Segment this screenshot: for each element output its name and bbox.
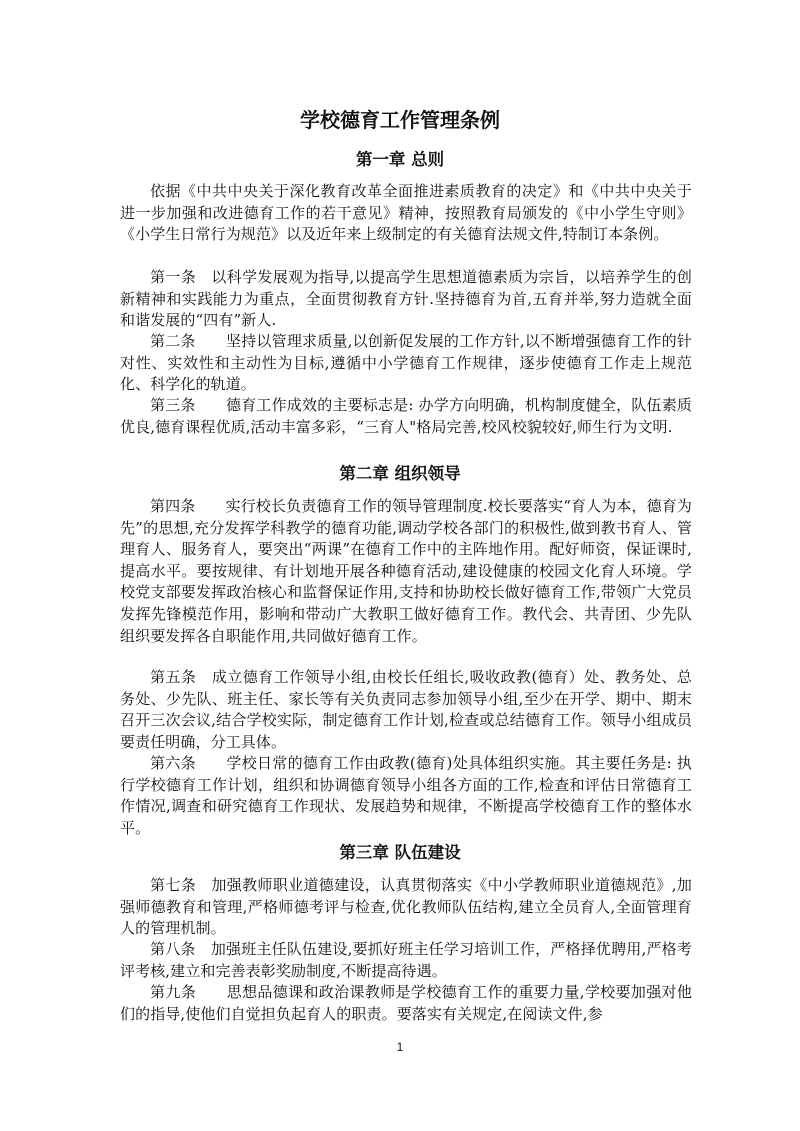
article-5: 第五条 成立德育工作领导小组,由校长任组长,吸收政教(德育）处、教务处、总务处、少先队、班主任、家长等有关负责同志参加领导小组,至少在开学、期中、期末召开三次会议,结合学校实际，制定德育工作计划,检查或总结德育工作。领导小组成员要责任明确，分工具体。 bbox=[120, 668, 692, 751]
article-9: 第九条 思想品德课和政治课教师是学校德育工作的重要力量,学校要加强对他们的指导,使他们自觉担负起育人的职责。要落实有关规定,在阅读文件,参 bbox=[120, 983, 692, 1023]
chapter-heading-1: 第一章 总则 bbox=[355, 150, 445, 169]
chapter-heading-3: 第三章 队伍建设 bbox=[339, 843, 461, 862]
article-1: 第一条 以科学发展观为指导,以提高学生思想道德素质为宗旨，以培养学生的创新精神和实践能力为重点，全面贯彻教育方针.坚持德育为首,五育并举,努力造就全面和谐发展的“四有”新人. bbox=[120, 268, 692, 330]
article-2: 第二条 坚持以管理求质量,以创新促发展的工作方针,以不断增强德育工作的针对性、实效性和主动性为目标,遵循中小学德育工作规律，逐步使德育工作走上规范化、科学化的轨道。 bbox=[120, 332, 692, 394]
document-title: 学校德育工作管理条例 bbox=[300, 108, 500, 132]
article-3: 第三条 德育工作成效的主要标志是: 办学方向明确，机构制度健全，队伍素质优良,德育课程优质,活动丰富多彩，“三育人"格局完善,校风校貌较好,师生行为文明. bbox=[120, 396, 692, 436]
chapter1-preamble: 依据《中共中央关于深化教育改革全面推进素质教育的决定》和《中共中央关于进一步加强和改进德育工作的若干意见》精神，按照教育局颁发的《中小学生守则》《小学生日常行为规范》以及近年来上级制定的有关德育法规文件,特制订本条例。 bbox=[120, 182, 692, 244]
article-6: 第六条 学校日常的德育工作由政教(德育)处具体组织实施。其主要任务是: 执行学校德育工作计划，组织和协调德育领导小组各方面的工作,检查和评估日常德育工作情况,调查和研究德育工作现状、发展趋势和规律，不断提高学校德育工作的整体水平。 bbox=[120, 754, 692, 837]
article-8: 第八条 加强班主任队伍建设,要抓好班主任学习培训工作，严格择优聘用,严格考评考核,建立和完善表彰奖励制度,不断提高待遇。 bbox=[120, 940, 692, 980]
article-4: 第四条 实行校长负责德育工作的领导管理制度.校长要落实“育人为本，德育为先”的思想,充分发挥学科教学的德育功能,调动学校各部门的积极性,做到教书育人、管理育人、服务育人，要突出“两课”在德育工作中的主阵地作用。配好师资，保证课时,提高水平。要按规律、有计划地开展各种德育活动,建设健康的校园文化育人环境。学校党支部要发挥政治核心和监督保证作用,支持和协助校长做好德育工作,带领广大党员发挥先锋模范作用，影响和带动广大教职工做好德育工作。教代会、共青团、少先队组织要发挥各自职能作用,共同做好德育工作。 bbox=[120, 497, 692, 645]
page-number: 1 bbox=[396, 1040, 404, 1054]
chapter-heading-2: 第二章 组织领导 bbox=[339, 464, 461, 483]
article-7: 第七条 加强教师职业道德建设，认真贯彻落实《中小学教师职业道德规范》,加强师德教育和管理,严格师德考评与检查,优化教师队伍结构,建立全员育人,全面管理育人的管理机制。 bbox=[120, 876, 692, 938]
